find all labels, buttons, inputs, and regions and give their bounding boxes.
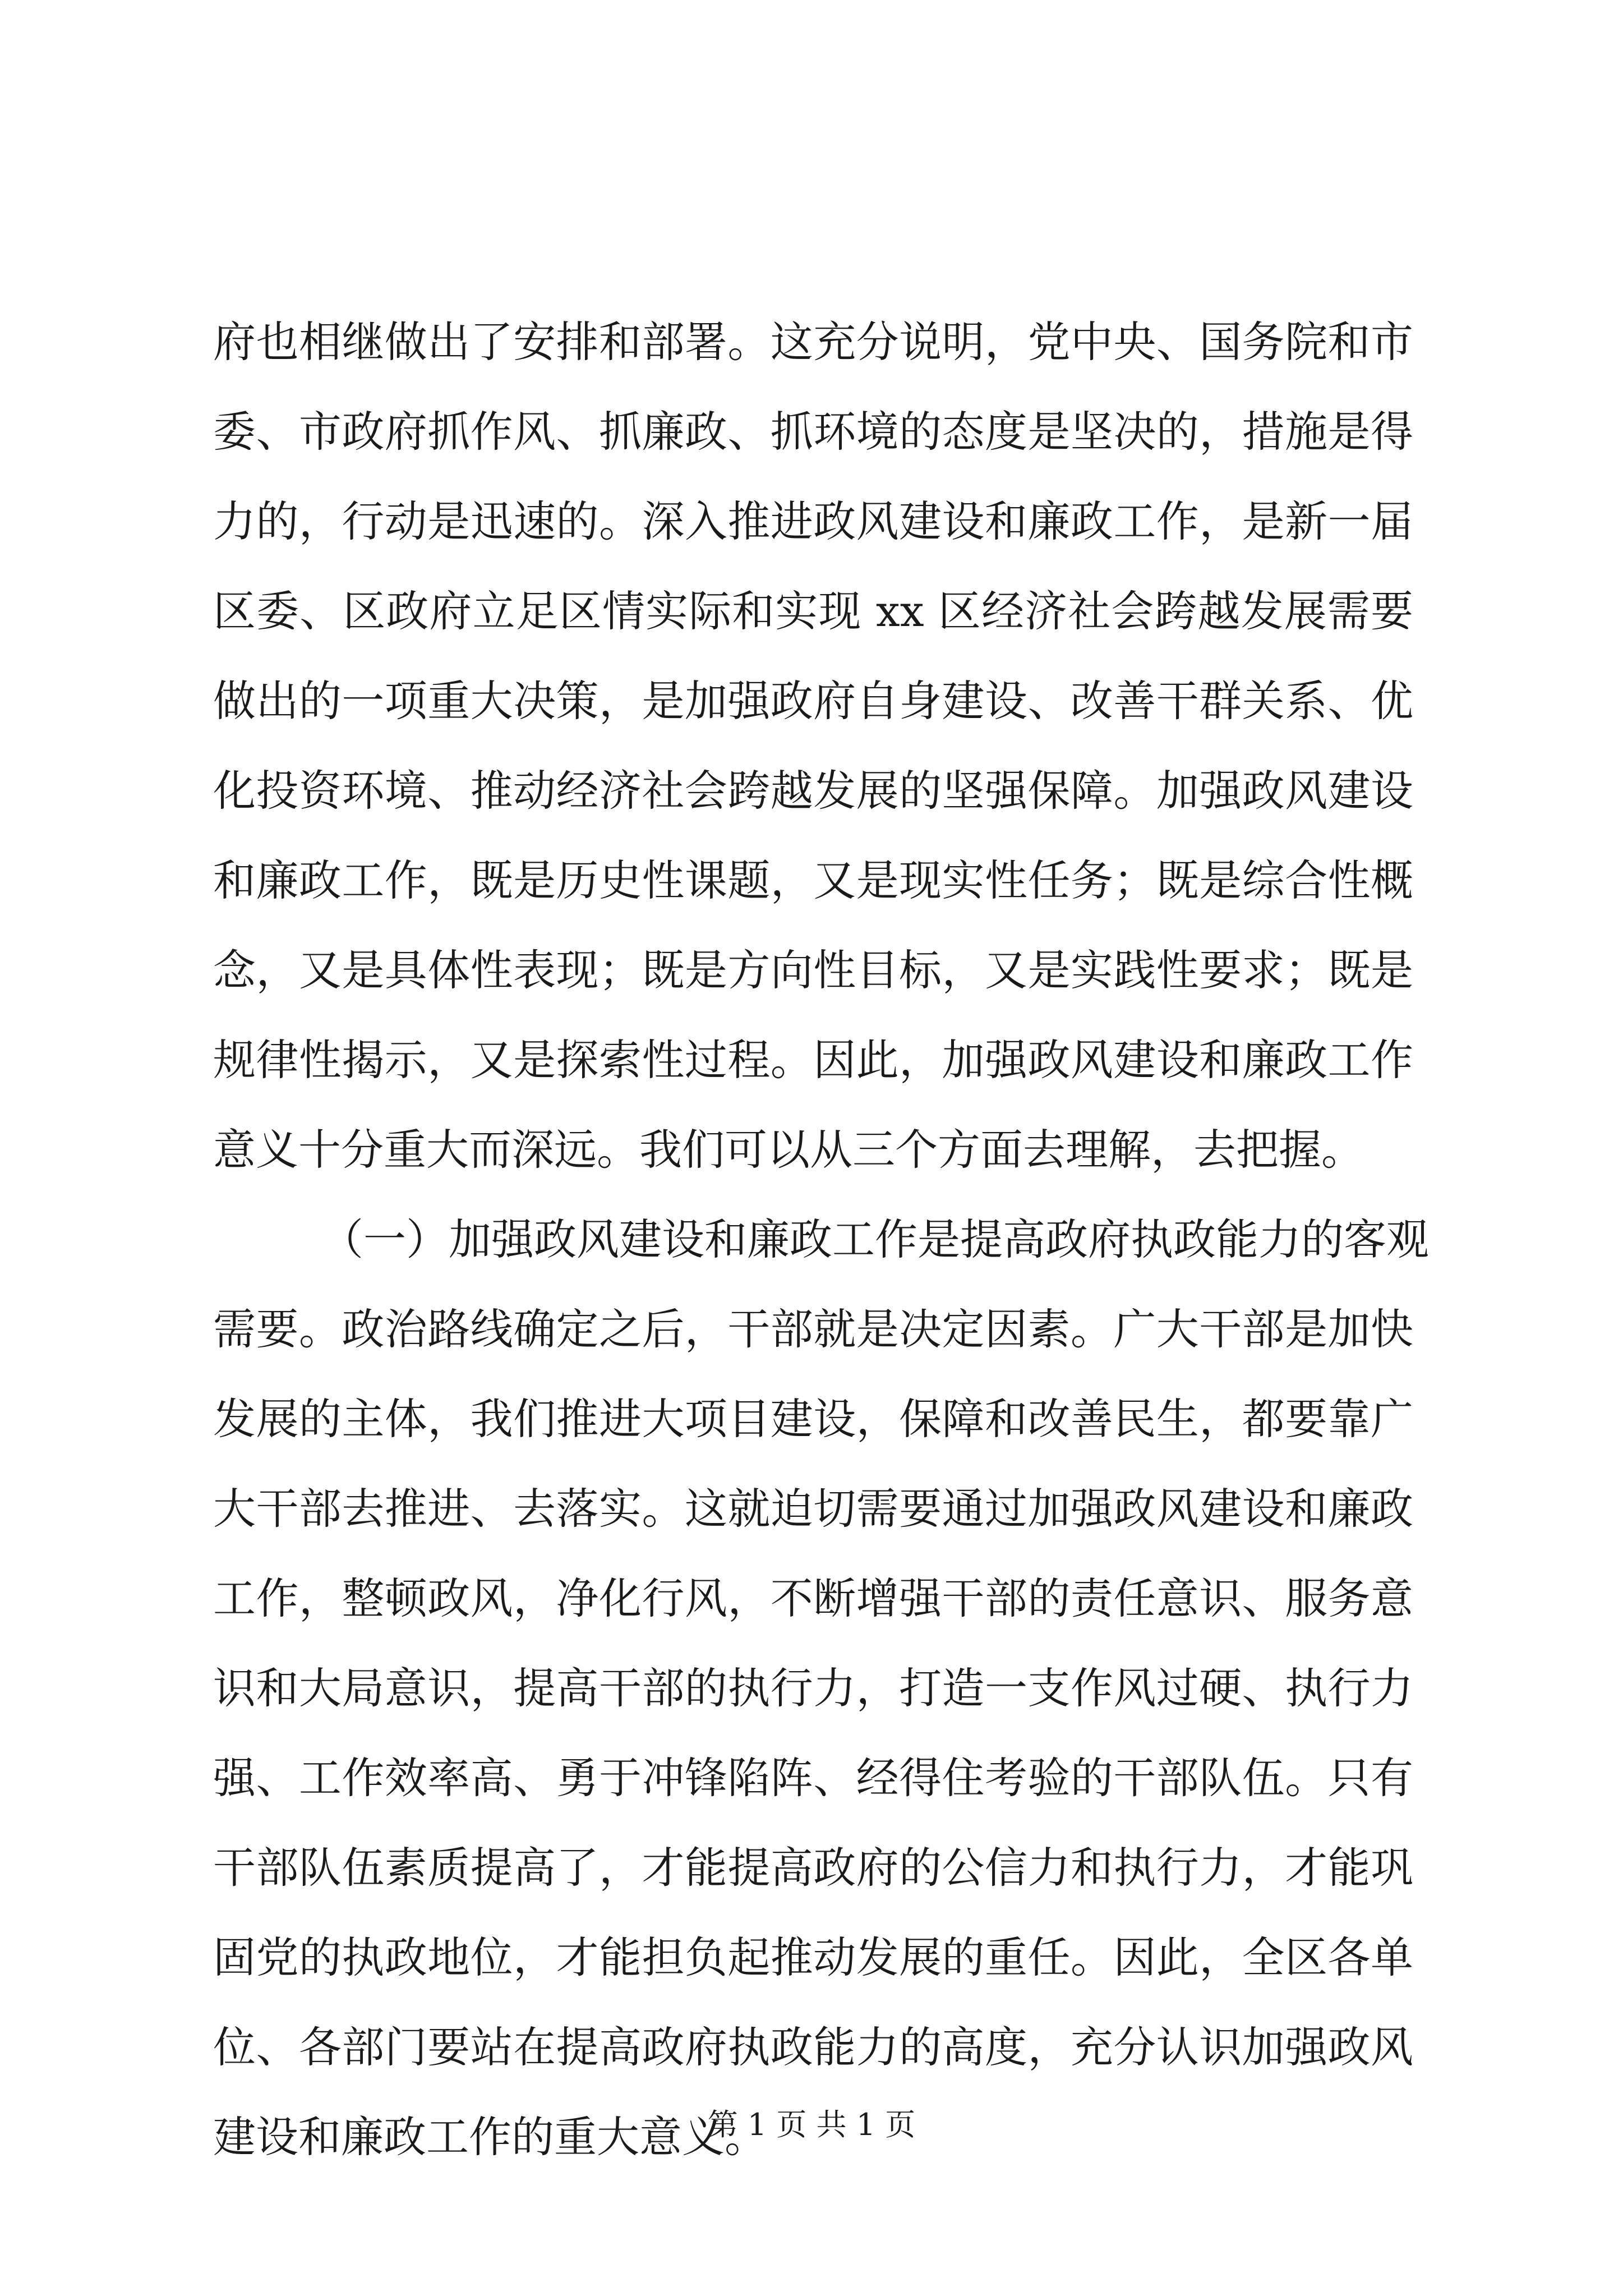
text-line: 化投资环境、推动经济社会跨越发展的坚强保障。加强政风建设 [213,766,1413,816]
text-line: 意义十分重大而深远。我们可以从三个方面去理解，去把握。 [213,1125,1364,1175]
text-line: 工作，整顿政风，净化行风，不断增强干部的责任意识、服务意 [213,1573,1413,1623]
text-line: 力的，行动是迅速的。深入推进政风建设和廉政工作，是新一届 [213,496,1413,546]
text-line: 需要。政治路线确定之后，干部就是决定因素。广大干部是加快 [213,1304,1413,1354]
section-heading-line: （一）加强政风建设和廉政工作是提高政府执政能力的客观 [321,1214,1429,1264]
text-line: 发展的主体，我们推进大项目建设，保障和改善民生，都要靠广 [213,1394,1413,1444]
text-line: 干部队伍素质提高了，才能提高政府的公信力和执行力，才能巩 [213,1843,1413,1893]
text-line: 识和大局意识，提高干部的执行力，打造一支作风过硬、执行力 [213,1663,1413,1713]
text-line: 委、市政府抓作风、抓廉政、抓环境的态度是坚决的，措施是得 [213,407,1413,457]
text-line: 念，又是具体性表现；既是方向性目标，又是实践性要求；既是 [213,945,1413,995]
page-number-footer: 第 1 页 共 1 页 [707,2107,916,2142]
text-line: 固党的执政地位，才能担负起推动发展的重任。因此，全区各单 [213,1932,1413,1982]
text-line: 规律性揭示，又是探索性过程。因此，加强政风建设和廉政工作 [213,1035,1413,1085]
text-line: 强、工作效率高、勇于冲锋陷阵、经得住考验的干部队伍。只有 [213,1753,1413,1803]
text-line: 区委、区政府立足区情实际和实现 xx 区经济社会跨越发展需要 [213,586,1413,636]
text-line: 建设和廉政工作的重大意义。 [213,2112,767,2162]
text-line: 做出的一项重大决策，是加强政府自身建设、改善干群关系、优 [213,676,1413,726]
text-line: 大干部去推进、去落实。这就迫切需要通过加强政风建设和廉政 [213,1484,1413,1534]
text-line: 位、各部门要站在提高政府执政能力的高度，充分认识加强政风 [213,2022,1413,2072]
text-line: 和廉政工作，既是历史性课题，又是现实性任务；既是综合性概 [213,855,1413,905]
text-line: 府也相继做出了安排和部署。这充分说明，党中央、国务院和市 [213,317,1413,367]
